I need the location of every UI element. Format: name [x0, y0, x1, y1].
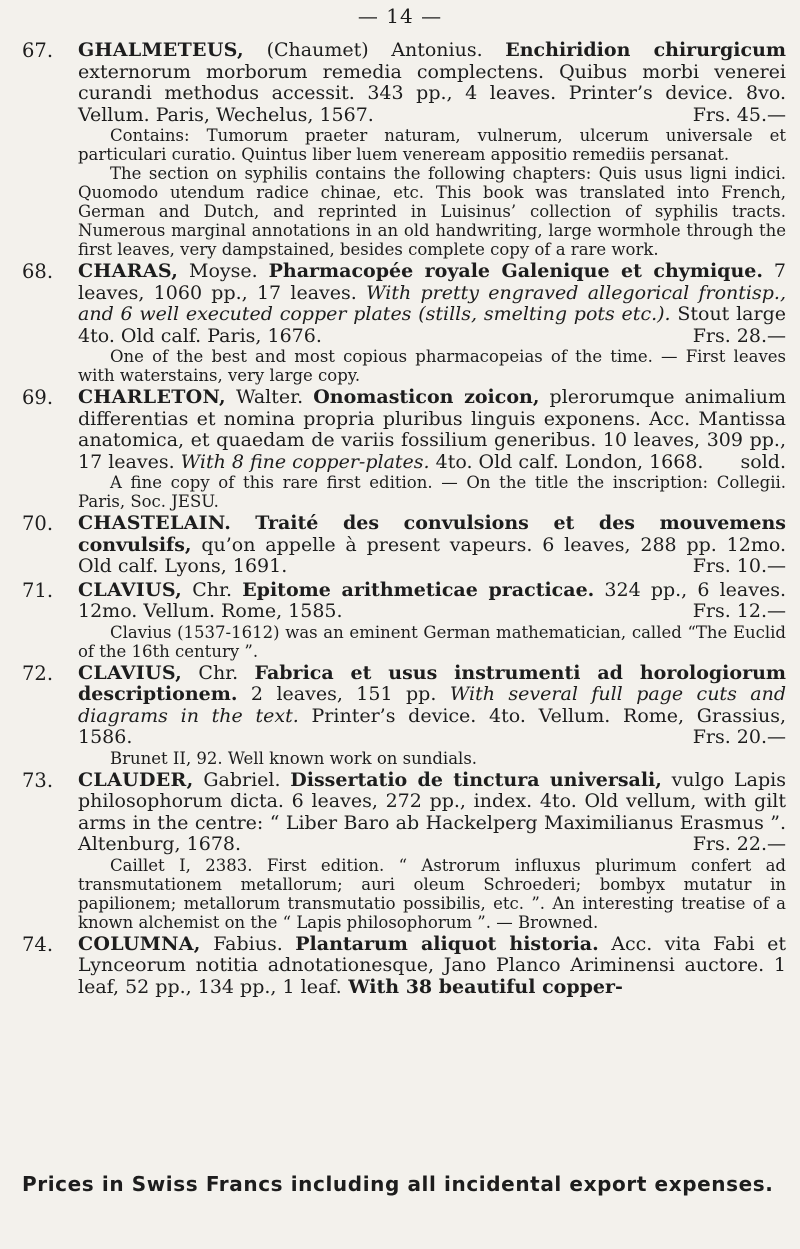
catalogue-entry: [0, 387, 800, 511]
entry-details: qu’on appelle à present vapeurs. 6 leaves, 288 pp. 12mo. Old calf. Lyons, 1691.: [78, 533, 786, 577]
entry-imprint: Printer’s device. 4to. Vellum. Rome, Grassius, 1586.: [78, 704, 786, 748]
entry-title: Traité des convulsions et des mouvemens convulsifs,: [78, 512, 786, 556]
entry-number: 71.: [22, 578, 54, 602]
entry-price: Frs. 20.—: [692, 726, 786, 748]
catalogue-entry: [0, 261, 800, 385]
entry-author: CHARAS,: [78, 260, 179, 282]
entry-title: Fabrica et usus instrumenti ad horologiorum descriptionem.: [78, 661, 786, 705]
entry-illustrations: With pretty engraved allegorical frontisp., and 6 well executed copper plates (stills, smelting pots etc.).: [78, 281, 786, 325]
entry-title: Epitome arithmeticae practicae.: [242, 578, 595, 601]
entry-author: CLAVIUS,: [78, 578, 183, 601]
entry-details: 7 leaves, 1060 pp., 17 leaves.: [78, 260, 786, 304]
entry-details: vulgo Lapis philosophorum dicta. 6 leaves, 272 pp., index. 4to. Old vellum, with gilt arms in the centre: “ Liber Baro ab Hackelperg Maximilianus Erasmus ”. Altenburg, 1678.: [78, 768, 786, 855]
entry-imprint: Stout large 4to. Old calf. Paris, 1676.: [78, 303, 786, 347]
entry-details: Acc. vita Fabi et Lynceorum notitia adnotationesque, Jano Planco Ariminensi auctore. 1 leaf, 52 pp., 134 pp., 1 leaf.: [78, 932, 786, 998]
entry-illustrations: With several full page cuts and diagrams in the text.: [78, 683, 786, 727]
catalogue-entry: [0, 40, 800, 259]
entry-author: CHASTELAIN.: [78, 512, 232, 534]
entry-note: A fine copy of this rare first edition. — On the title the inscription: Collegii. Paris, Soc. JESU.: [78, 473, 786, 511]
entry-author: GHALMETEUS,: [78, 39, 244, 61]
entry-details: 2 leaves, 151 pp.: [237, 683, 437, 705]
entry-author: COLUMNA,: [78, 932, 201, 955]
entry-note: Caillet I, 2383. First edition. “ Astrorum influxus plurimum confert ad transmutationem metallorum; auri oleum Schroederi; bombyx mutatur in papilionem; metallorum transmutatio possibilis, etc. ”. An interesting treatise of a known alchemist on the “ Lapis philosophorum ”. — Browned.: [78, 855, 786, 932]
entry-author-forename: Gabriel.: [193, 768, 291, 791]
entry-title: Pharmacopée royale Galenique et chymique.: [268, 260, 763, 282]
entry-price: Frs. 28.—: [692, 324, 786, 347]
catalogue-entry: [0, 934, 800, 999]
entry-note: Clavius (1537-1612) was an eminent German mathematician, called “The Euclid of the 16th century ”.: [78, 622, 786, 661]
entry-author: CHARLETON,: [78, 386, 226, 408]
entry-title: Enchiridion chirurgicum: [505, 39, 787, 61]
entry-details: externorum morborum remedia complectens. Quibus morbi venerei curandi methodus accessit. 343 pp., 4 leaves. Printer’s device. 8vo. Vellum. Paris, Wechelus, 1567.: [78, 60, 786, 126]
entry-note: One of the best and most copious pharmacopeias of the time. — First leaves with waterstains, very large copy.: [78, 347, 786, 385]
entry-author-forename: (Chaumet) Antonius.: [243, 39, 506, 61]
entry-details: 324 pp., 6 leaves. 12mo. Vellum. Rome, 1585.: [78, 578, 786, 622]
entry-author-forename: Fabius.: [200, 932, 296, 955]
entry-number: 74.: [22, 932, 54, 956]
entry-author-forename: Moyse.: [178, 260, 269, 282]
entry-details: plerorumque animalium differentias et nomina propria pluribus linguis exponens. Acc. Mantissa anatomica, et quaedam de variis fossilium generibus. 10 leaves, 309 pp., 17 leaves.: [78, 386, 786, 473]
entry-author: CLAVIUS,: [78, 661, 183, 684]
entry-author: CLAUDER,: [78, 768, 194, 791]
entry-number: 67.: [22, 39, 54, 62]
entry-note: The section on syphilis contains the following chapters: Quis usus ligni indici. Quomodo utendum radice chinae, etc. This book was translated into French, German and Dutch, and reprinted in Luisinus’ collection of syphilis tracts. Numerous marginal annotations in an old handwriting, large wormhole through the first leaves, very dampstained, besides complete copy of a rare work.: [78, 164, 786, 259]
catalogue-entry: [0, 580, 800, 661]
entry-description: [78, 580, 786, 623]
entry-list: [0, 40, 800, 1000]
entry-description: [78, 40, 786, 126]
entry-price: Frs. 10.—: [692, 555, 786, 577]
entry-description: [78, 513, 786, 578]
entry-note: Contains: Tumorum praeter naturam, vulnerum, ulcerum universale et particulari curatio. Quintus liber luem veneream appositio remediis persanat.: [78, 126, 786, 164]
entry-author-forename: Chr.: [182, 661, 255, 684]
entry-illustrations: With 8 fine copper-plates.: [174, 450, 430, 473]
entry-title: Onomasticon zoicon,: [313, 386, 540, 408]
entry-note: Brunet II, 92. Well known work on sundials.: [110, 748, 478, 768]
entry-price: Frs. 45.—: [692, 103, 786, 126]
page-number: — 14 —: [357, 4, 443, 28]
entry-number: 69.: [22, 386, 54, 409]
entry-title: Dissertatio de tinctura universali,: [290, 768, 662, 791]
entry-description: [78, 934, 786, 999]
entry-number: 70.: [22, 512, 54, 535]
entry-author-forename: Walter.: [225, 386, 314, 408]
price-footnote: Prices in Swiss Francs including all incidental export expenses.: [22, 1172, 774, 1196]
entry-title: Plantarum aliquot historia.: [295, 932, 599, 955]
entry-description: [78, 261, 786, 347]
entry-number: 73.: [22, 768, 54, 792]
entry-price: Frs. 22.—: [692, 833, 786, 855]
catalogue-entry: [0, 513, 800, 578]
entry-description: [78, 663, 786, 749]
entry-description: [78, 770, 786, 856]
catalogue-entry: [0, 770, 800, 932]
catalogue-entry: [0, 663, 800, 768]
entry-description: [78, 387, 786, 473]
entry-number: 72.: [22, 661, 54, 685]
entry-author-forename: Chr.: [182, 578, 243, 601]
entry-price: Frs. 12.—: [692, 600, 786, 622]
entry-imprint: 4to. Old calf. London, 1668.: [429, 450, 704, 473]
entry-plates: With 38 beautiful copper-: [341, 975, 623, 998]
entry-price: sold.: [740, 450, 786, 473]
entry-author-forename: [231, 512, 255, 534]
entry-number: 68.: [22, 260, 54, 283]
